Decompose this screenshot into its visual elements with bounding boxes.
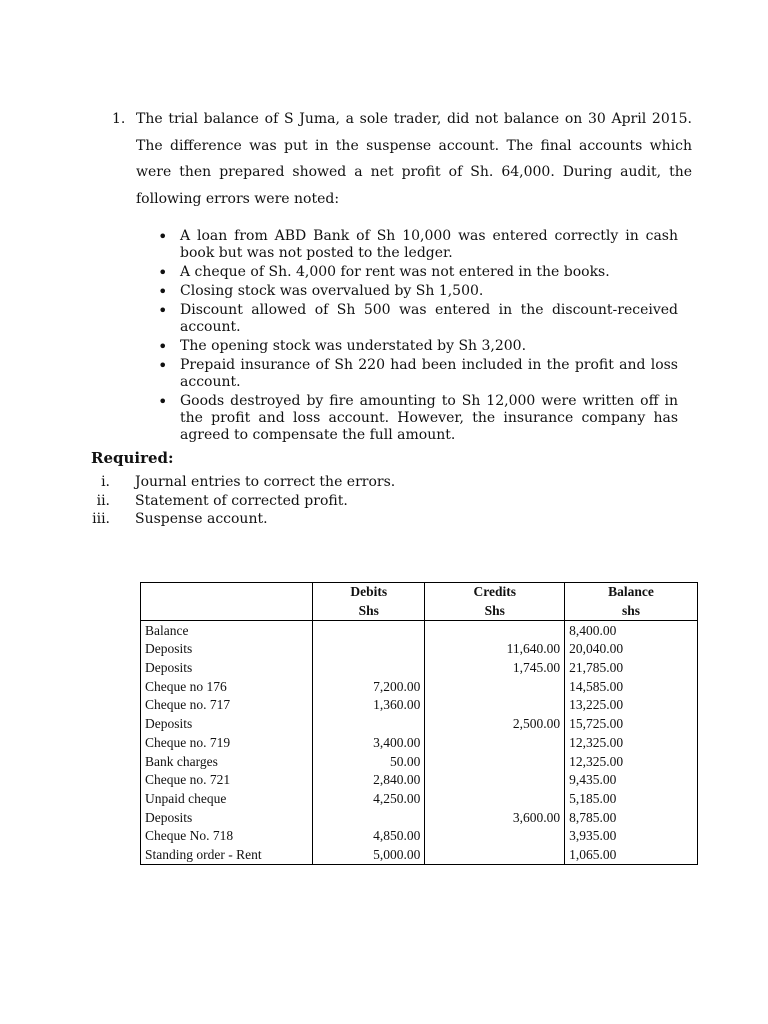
item-number: iii.	[92, 511, 110, 527]
table-row	[141, 734, 698, 753]
list-item: • Prepaid insurance of Sh 220 had been included in the profit and loss account.	[156, 357, 678, 391]
credit-cell	[425, 771, 565, 790]
balance-cell: 8,400.00	[565, 621, 698, 640]
credit-cell	[425, 752, 565, 771]
item-text: Journal entries to correct the errors.	[135, 474, 396, 490]
list-item: • Goods destroyed by fire amounting to Sh 12,000 were written off in the profit and loss account. However, the insurance company has agreed to compensate the full amount.	[156, 393, 678, 444]
item-text: Statement of corrected profit.	[135, 492, 348, 509]
bank-statement-table	[140, 582, 698, 865]
table-row	[141, 659, 698, 678]
list-item: • A cheque of Sh. 4,000 for rent was not entered in the books.	[156, 264, 678, 281]
list-item: • Closing stock was overvalued by Sh 1,500.	[156, 283, 678, 300]
column-subheader: shs	[565, 602, 698, 621]
credit-cell: 1,745.00	[425, 659, 565, 678]
debit-cell	[313, 621, 425, 640]
question-number: 1.	[112, 111, 126, 127]
required-list	[80, 473, 395, 529]
debit-cell: 4,250.00	[313, 790, 425, 809]
column-header: Credits	[425, 583, 565, 602]
balance-cell: 1,065.00	[565, 846, 698, 865]
debit-cell: 50.00	[313, 752, 425, 771]
table-row	[141, 696, 698, 715]
question-text: The trial balance of S Juma, a sole trader, did not balance on 30 April 2015. The difference was put in the suspense account. The final accounts which were then prepared showed a net profit of Sh. 64,000. During audit, the following errors were noted:	[136, 111, 692, 207]
column-header: Debits	[313, 583, 425, 602]
description-cell: Deposits	[141, 715, 313, 734]
list-item: • Discount allowed of Sh 500 was entered in the discount-received account.	[156, 302, 678, 336]
description-cell: Unpaid cheque	[141, 790, 313, 809]
balance-cell: 14,585.00	[565, 677, 698, 696]
description-cell: Bank charges	[141, 752, 313, 771]
balance-cell: 8,785.00	[565, 808, 698, 827]
description-cell: Balance	[141, 621, 313, 640]
description-cell: Deposits	[141, 640, 313, 659]
list-item: • A loan from ABD Bank of Sh 10,000 was entered correctly in cash book but was not posted to the ledger.	[156, 228, 678, 262]
credit-cell: 11,640.00	[425, 640, 565, 659]
balance-cell: 5,185.00	[565, 790, 698, 809]
errors-list	[156, 228, 678, 446]
table-subheader-row	[141, 602, 698, 621]
item-text: Suspense account.	[135, 511, 268, 527]
debit-cell: 1,360.00	[313, 696, 425, 715]
debit-cell	[313, 659, 425, 678]
credit-cell	[425, 790, 565, 809]
description-cell: Cheque no. 721	[141, 771, 313, 790]
balance-cell: 15,725.00	[565, 715, 698, 734]
description-cell: Cheque no. 719	[141, 734, 313, 753]
description-cell: Deposits	[141, 808, 313, 827]
debit-cell	[313, 640, 425, 659]
debit-cell: 2,840.00	[313, 771, 425, 790]
balance-cell: 3,935.00	[565, 827, 698, 846]
debit-cell	[313, 715, 425, 734]
table-row	[141, 827, 698, 846]
balance-cell: 13,225.00	[565, 696, 698, 715]
column-header	[141, 583, 313, 602]
credit-cell	[425, 734, 565, 753]
table-row	[141, 771, 698, 790]
credit-cell	[425, 827, 565, 846]
column-header: Balance	[565, 583, 698, 602]
list-item	[80, 492, 395, 511]
table-row	[141, 621, 698, 640]
credit-cell: 3,600.00	[425, 808, 565, 827]
table-row	[141, 846, 698, 865]
table-row	[141, 752, 698, 771]
credit-cell	[425, 677, 565, 696]
balance-cell: 9,435.00	[565, 771, 698, 790]
debit-cell: 3,400.00	[313, 734, 425, 753]
table-header-row	[141, 583, 698, 602]
list-item	[80, 510, 395, 529]
column-subheader: Shs	[425, 602, 565, 621]
balance-cell: 12,325.00	[565, 752, 698, 771]
balance-cell: 12,325.00	[565, 734, 698, 753]
list-item: • The opening stock was understated by Sh 3,200.	[156, 338, 678, 355]
credit-cell	[425, 846, 565, 865]
column-subheader	[141, 602, 313, 621]
table-row	[141, 790, 698, 809]
description-cell: Standing order - Rent	[141, 846, 313, 865]
table-row	[141, 640, 698, 659]
table-row	[141, 808, 698, 827]
balance-cell: 20,040.00	[565, 640, 698, 659]
list-item	[80, 473, 395, 492]
debit-cell: 4,850.00	[313, 827, 425, 846]
description-cell: Cheque no. 717	[141, 696, 313, 715]
description-cell: Cheque no 176	[141, 677, 313, 696]
table-body	[141, 621, 698, 865]
question-1	[112, 106, 692, 212]
description-cell: Deposits	[141, 659, 313, 678]
debit-cell	[313, 808, 425, 827]
balance-cell: 21,785.00	[565, 659, 698, 678]
table-row	[141, 715, 698, 734]
column-subheader: Shs	[313, 602, 425, 621]
description-cell: Cheque No. 718	[141, 827, 313, 846]
required-heading: Required:	[91, 449, 174, 467]
credit-cell	[425, 621, 565, 640]
table-row	[141, 677, 698, 696]
credit-cell: 2,500.00	[425, 715, 565, 734]
item-number: ii.	[96, 492, 110, 509]
item-number: i.	[101, 474, 110, 490]
credit-cell	[425, 696, 565, 715]
debit-cell: 7,200.00	[313, 677, 425, 696]
debit-cell: 5,000.00	[313, 846, 425, 865]
